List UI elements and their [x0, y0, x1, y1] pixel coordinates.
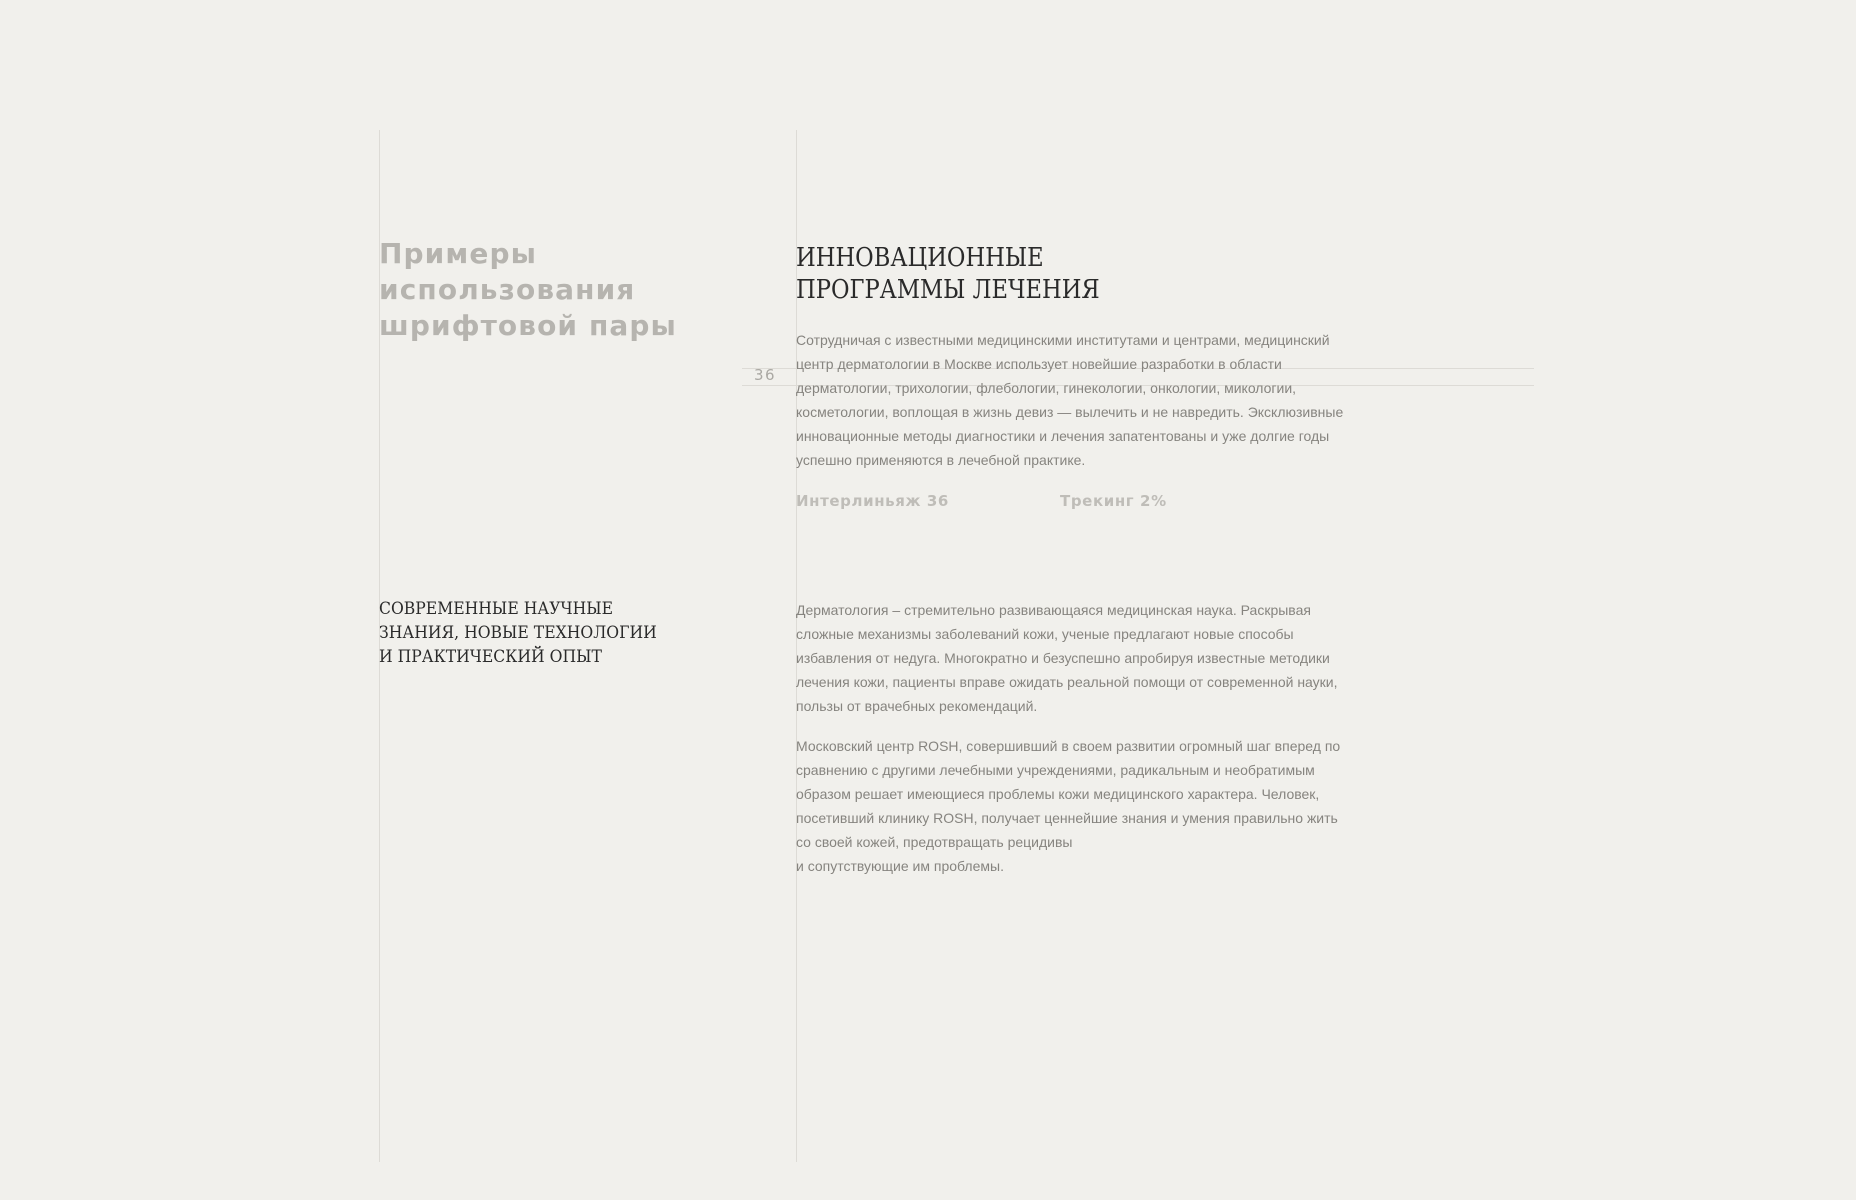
sample-heading: ИННОВАЦИОННЫЕ ПРОГРАММЫ ЛЕЧЕНИЯ — [796, 243, 1100, 305]
sample-subheading: СОВРЕМЕННЫЕ НАУЧНЫЕ ЗНАНИЯ, НОВЫЕ ТЕХНОЛОГИИ И ПРАКТИЧЕСКИЙ ОПЫТ — [379, 599, 657, 667]
tracking-label: Трекинг 2% — [1060, 492, 1167, 510]
leading-marker: 36 — [754, 366, 777, 384]
body-paragraph-2: Московский центр ROSH, совершивший в своем развитии огромный шаг вперед по сравнению с другими лечебными учреждениями, радикальным и необратимым образом решает имеющиеся проблемы кожи медицинского характера. Человек, посетивший клинику ROSH, получает ценнейшие знания и умения правильно жить со своей кожей, предотвращать рецидивы и сопутствующие им проблемы. — [796, 738, 1341, 874]
intro-paragraph: Сотрудничая с известными медицинскими институтами и центрами, медицинский центр дерматологии в Москве использует новейшие разработки в области дерматологии, трихологии, флебологии, гинекологии, онкологии, микологии, косметологии, воплощая в жизнь девиз — вылечить и не навредить. Эксклюзивные инновационные методы диагностики и лечения запатентованы и уже долгие годы успешно применяются в лечебной практике. — [796, 332, 1344, 468]
body-paragraph-1: Дерматология – стремительно развивающаяся медицинская наука. Раскрывая сложные механизмы заболеваний кожи, ученые предлагают новые способы избавления от недуга. Многократно и безуспешно апробируя известные методики лечения кожи, пациенты вправе ожидать реальной помощи от современной науки, пользы от врачебных рекомендаций. — [796, 602, 1338, 714]
leading-label: Интерлиньяж 36 — [796, 492, 949, 510]
section-title: Примеры использования шрифтовой пары — [379, 237, 677, 342]
